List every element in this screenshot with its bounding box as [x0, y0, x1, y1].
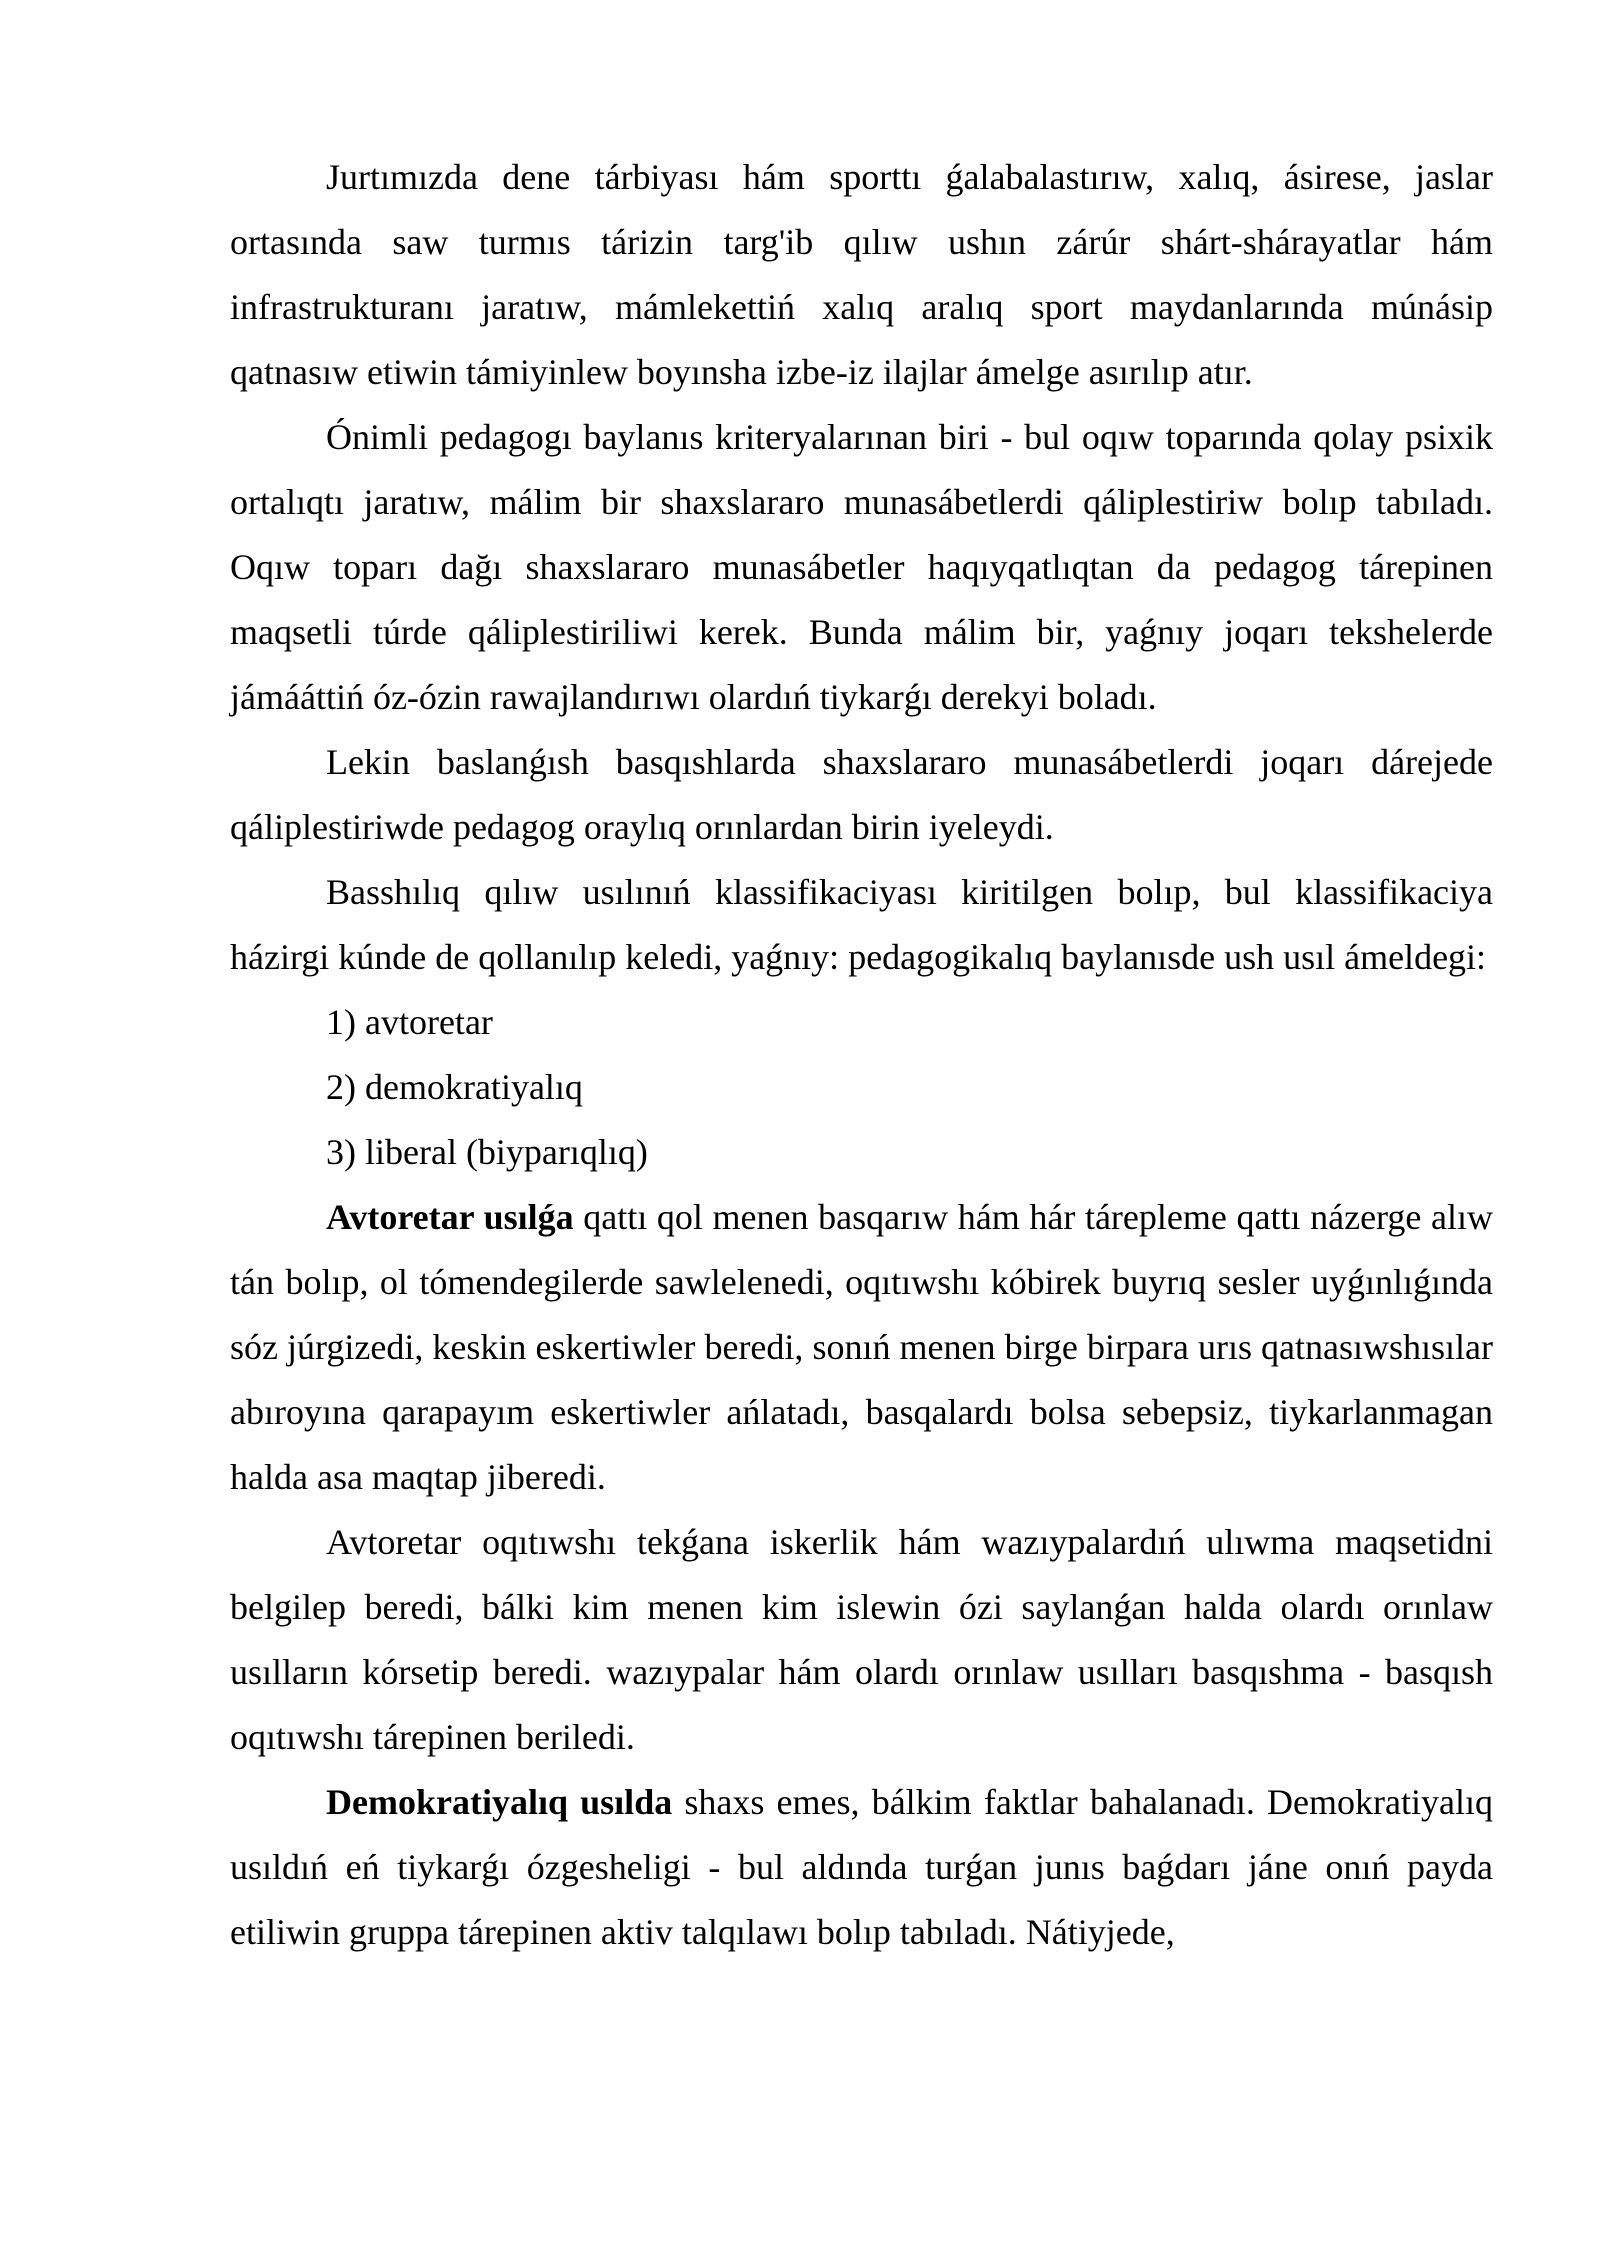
list-item-authoritarian: 1) avtoretar: [326, 1002, 493, 1042]
list-item-democratic: 2) demokratiyalıq: [326, 1067, 583, 1107]
paragraph-authoritarian-style-text: qattı qol menen basqarıw hám hár tárepleme qattı názerge alıw tán bolıp, ol tómendegilerde sawlelenedi, oqıtıwshı kóbirek buyrıq sesler uyǵınlıǵında sóz júrgizedi, keskin eskertiwler beredi, sonıń menen birge birpara urıs qatnasıwshısılar abıroyına qarapayım eskertiwler ańlatadı, basqalardı bolsa sebepsiz, tiykarlanmagan halda asa maqtap jiberedi.: [230, 1197, 1493, 1497]
paragraph-sport-education: Jurtımızda dene tárbiyası hám sporttı ǵalabalastırıw, xalıq, ásirese, jaslar ortasında saw turmıs tárizin targ'ib qılıw ushın zárúr shárt-shárayatlar hám infrastrukturanı jaratıw, mámlekettiń xalıq aralıq sport maydanlarında múnásip qatnasıw etiwin támiyinlew boyınsha izbe-iz ilajlar ámelge asırılıp atır.: [230, 157, 1493, 392]
term-democratic-style: Demokratiyalıq usılda: [326, 1782, 673, 1822]
term-authoritarian-style: Avtoretar usılǵa: [326, 1197, 574, 1237]
paragraph-authoritarian-style: [230, 1185, 1493, 1510]
paragraph-pedagogical-communication: Ónimli pedagogı baylanıs kriteryalarınan biri - bul oqıw toparında qolay psixik ortalıqtı jaratıw, málim bir shaxslararo munasábetlerdi qáliplestiriw bolıp tabıladı. Oqıw toparı dağı shaxslararo munasábetler haqıyqatlıqtan da pedagog tárepinen maqsetli túrde qáliplestiriliwi kerek. Bunda málim bir, yaǵnıy joqarı tekshelerde jámááttiń óz-ózin rawajlandırıwı olardıń tiykarǵı derekyi boladı.: [230, 417, 1493, 717]
document-page: [230, 145, 1493, 1965]
paragraph-authoritarian-teacher: Avtoretar oqıtıwshı tekǵana iskerlik hám wazıypalardıń ulıwma maqsetidni belgilep beredi, bálki kim menen kim islewin ózi saylanǵan halda olardı orınlaw usılların kórsetip beredi. wazıypalar hám olardı orınlaw usılları basqıshma - basqısh oqıtıwshı tárepinen beriledi.: [230, 1522, 1493, 1757]
paragraph-initial-stages: Lekin baslanǵısh basqıshlarda shaxslararo munasábetlerdi joqarı dárejede qáliplestiriwde pedagog oraylıq orınlardan birin iyeleydi.: [230, 742, 1493, 847]
paragraph-democratic-style-text: shaxs emes, bálkim faktlar bahalanadı. Demokratiyalıq usıldıń eń tiykarǵı ózgesheligi - bul aldında turǵan junıs baǵdarı jáne onıń payda etiliwin gruppa tárepinen aktiv talqılawı bolıp tabıladı. Nátiyjede,: [230, 1782, 1493, 1952]
paragraph-leadership-classification: Basshılıq qılıw usılınıń klassifikaciyası kiritilgen bolıp, bul klassifikaciya házirgi kúnde de qollanılıp keledi, yaǵnıy: pedagogikalıq baylanısde ush usıl ámeldegi:: [230, 872, 1493, 977]
paragraph-democratic-style: [230, 1770, 1493, 1965]
list-item-liberal: 3) liberal (biyparıqlıq): [326, 1132, 648, 1172]
